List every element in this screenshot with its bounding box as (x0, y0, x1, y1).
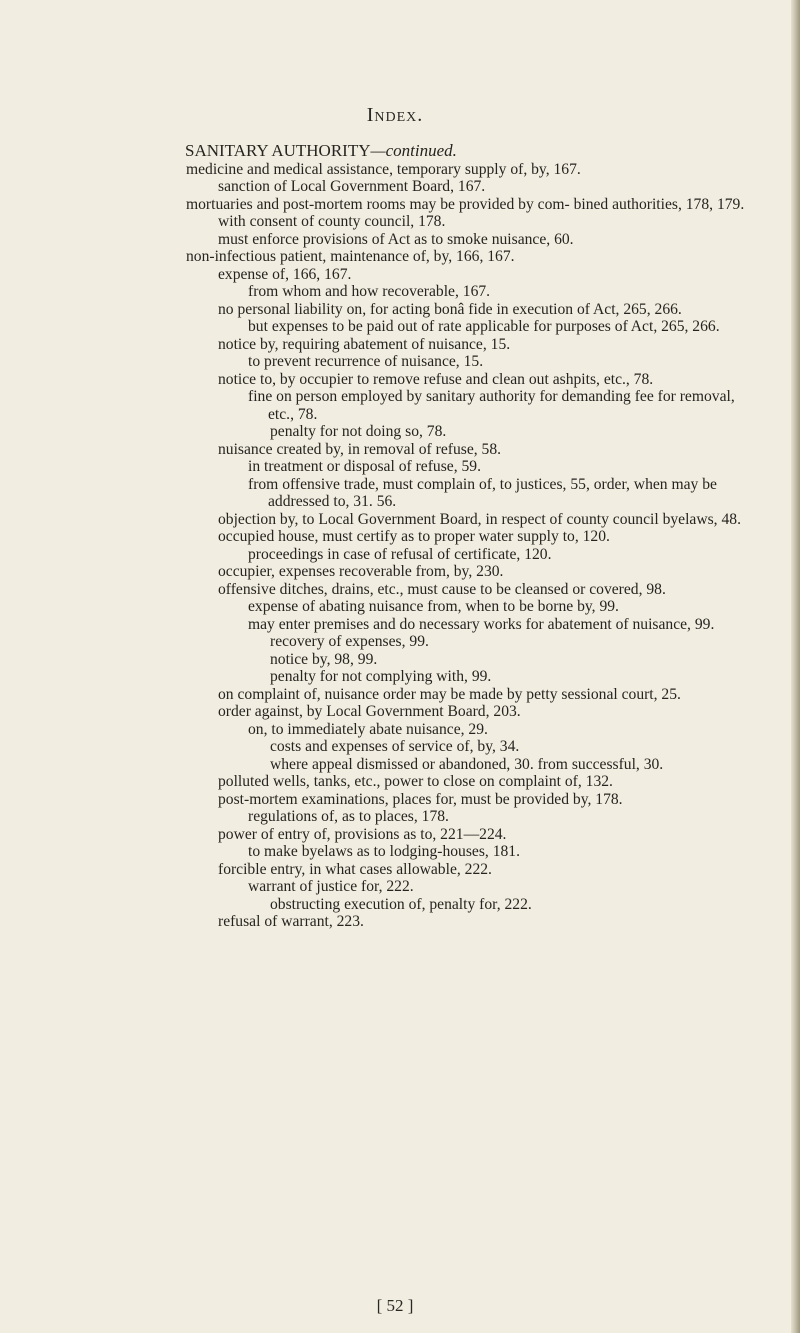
index-entry: mortuaries and post-mortem rooms may be provided by com- bined authorities, 178, 179. (186, 195, 745, 213)
entry-list (0, 161, 790, 931)
index-heading (185, 142, 754, 160)
index-entry: refusal of warrant, 223. (218, 913, 364, 930)
index-entry: notice to, by occupier to remove refuse and clean out ashpits, etc., 78. (218, 370, 654, 388)
index-entry: on, to immediately abate nuisance, 29. (248, 720, 488, 738)
index-entry: notice by, 98, 99. (270, 650, 378, 668)
page-number: [ 52 ] (376, 1296, 414, 1315)
index-entry: costs and expenses of service of, by, 34. (270, 738, 520, 755)
index-entry: medicine and medical assistance, temporary supply of, by, 167. (186, 160, 581, 178)
index-entry: sanction of Local Government Board, 167. (218, 178, 486, 195)
index-entry: must enforce provisions of Act as to smoke nuisance, 60. (218, 230, 574, 248)
index-entry: non-infectious patient, maintenance of, by, 166, 167. (186, 248, 515, 265)
index-entries (0, 142, 790, 931)
index-entry: where appeal dismissed or abandoned, 30. from successful, 30. (270, 755, 664, 773)
index-entry: obstructing execution of, penalty for, 222. (270, 895, 532, 913)
index-entry: penalty for not complying with, 99. (270, 668, 492, 685)
index-entry: from offensive trade, must complain of, to justices, 55, order, when may be addressed to, 31. 56. (248, 475, 717, 510)
index-entry: power of entry of, provisions as to, 221—224. (218, 825, 507, 843)
index-entry: occupied house, must certify as to proper water supply to, 120. (218, 528, 610, 545)
index-entry: warrant of justice for, 222. (248, 878, 414, 895)
index-entry: on complaint of, nuisance order may be made by petty sessional court, 25. (218, 685, 681, 703)
index-entry: no personal liability on, for acting bonâ fide in execution of Act, 265, 266. (218, 300, 682, 318)
page-edge-shadow (791, 0, 800, 1333)
index-entry: nuisance created by, in removal of refuse, 58. (218, 440, 502, 458)
index-entry: in treatment or disposal of refuse, 59. (248, 458, 481, 475)
index-entry: expense of abating nuisance from, when to be borne by, 99. (248, 598, 619, 615)
index-entry: from whom and how recoverable, 167. (248, 283, 491, 300)
index-entry: objection by, to Local Government Board, in respect of county council byelaws, 48. (218, 510, 741, 528)
index-entry: expense of, 166, 167. (218, 265, 352, 283)
index-entry: notice by, requiring abatement of nuisance, 15. (218, 335, 511, 353)
running-head: Index. (366, 104, 424, 126)
index-entry: with consent of county council, 178. (218, 213, 446, 230)
index-entry: fine on person employed by sanitary authority for demanding fee for removal, etc., 78. (248, 388, 735, 423)
index-entry: post-mortem examinations, places for, must be provided by, 178. (218, 790, 623, 808)
index-entry: may enter premises and do necessary works for abatement of nuisance, 99. (248, 615, 715, 633)
heading-continued: —continued. (370, 141, 457, 160)
heading-title: SANITARY AUTHORITY (185, 141, 371, 160)
index-entry: regulations of, as to places, 178. (248, 808, 449, 825)
index-entry: proceedings in case of refusal of certificate, 120. (248, 545, 552, 563)
index-entry: to prevent recurrence of nuisance, 15. (248, 353, 484, 370)
index-entry: to make byelaws as to lodging-houses, 181. (248, 843, 520, 860)
index-entry: order against, by Local Government Board, 203. (218, 703, 521, 720)
index-entry: penalty for not doing so, 78. (270, 423, 447, 440)
index-entry: recovery of expenses, 99. (270, 633, 429, 650)
index-entry: polluted wells, tanks, etc., power to close on complaint of, 132. (218, 773, 613, 790)
index-entry: offensive ditches, drains, etc., must cause to be cleansed or covered, 98. (218, 580, 666, 598)
index-entry: but expenses to be paid out of rate applicable for purposes of Act, 265, 266. (248, 318, 720, 335)
index-entry: occupier, expenses recoverable from, by, 230. (218, 563, 504, 580)
index-entry: forcible entry, in what cases allowable, 222. (218, 860, 492, 878)
